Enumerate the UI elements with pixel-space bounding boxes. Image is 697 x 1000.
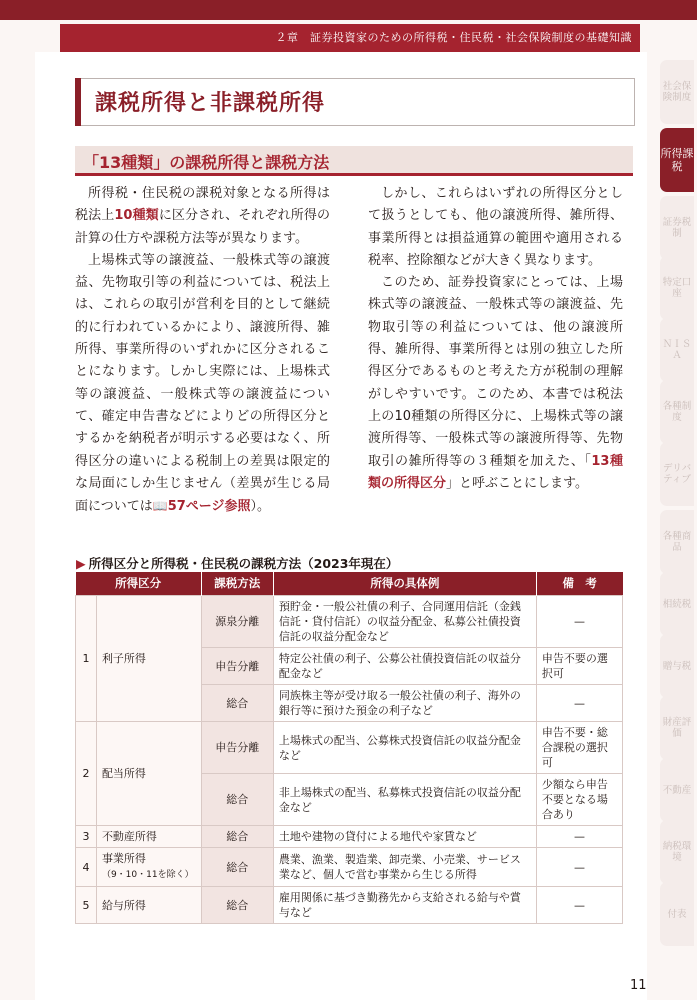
side-tab-gift-tax[interactable]: 贈与税 xyxy=(660,634,694,698)
tax-method: 総合 xyxy=(201,685,273,722)
row-number: 3 xyxy=(76,826,97,848)
note: 少額なら申告不要となる場合あり xyxy=(536,774,622,826)
income-category: 不動産所得 xyxy=(96,826,201,848)
note: 申告不要・総合課税の選択可 xyxy=(536,722,622,774)
title-accent-bar xyxy=(75,78,81,126)
side-tab-derivatives[interactable]: デリバティブ xyxy=(660,442,694,506)
triangle-icon: ▶ xyxy=(76,556,86,571)
row-number: 1 xyxy=(76,596,97,722)
income-example: 非上場株式の配当、私募株式投資信託の収益分配金など xyxy=(273,774,536,826)
income-category: 利子所得 xyxy=(96,596,201,722)
tax-method: 申告分離 xyxy=(201,722,273,774)
header-method: 課税方法 xyxy=(201,572,273,596)
side-tab-income-tax[interactable]: 所得課税 xyxy=(660,128,694,192)
right-paragraph-1: しかし、これらはいずれの所得区分として扱うとしても、他の譲渡所得、雑所得、事業所得とは損益通算の範囲や適用される税率、控除額などが大きく異なります。 xyxy=(368,186,623,268)
income-category: 給与所得 xyxy=(96,887,201,924)
side-tab-various-systems[interactable]: 各種制度 xyxy=(660,380,694,444)
table-row xyxy=(76,848,623,887)
note: — xyxy=(536,826,622,848)
row-number: 5 xyxy=(76,887,97,924)
tax-table xyxy=(75,572,623,924)
side-tab-property-valuation[interactable]: 財産評価 xyxy=(660,696,694,760)
left-column xyxy=(75,183,330,518)
tax-method: 申告分離 xyxy=(201,648,273,685)
side-tab-various-products[interactable]: 各種商品 xyxy=(660,510,694,574)
side-tab-inheritance-tax[interactable]: 相続税 xyxy=(660,572,694,636)
side-tab-specific-account[interactable]: 特定口座 xyxy=(660,256,694,320)
income-example: 特定公社債の利子、公募公社債投資信託の収益分配金など xyxy=(273,648,536,685)
note: — xyxy=(536,596,622,648)
income-example: 同族株主等が受け取る一般公社債の利子、海外の銀行等に預けた預金の利子など xyxy=(273,685,536,722)
tax-method: 総合 xyxy=(201,887,273,924)
side-tab-appendix[interactable]: 付表 xyxy=(660,882,694,946)
book-icon: 📖 xyxy=(152,499,168,514)
table-row xyxy=(76,722,623,774)
income-example: 土地や建物の貸付による地代や家賃など xyxy=(273,826,536,848)
table-row xyxy=(76,596,623,648)
income-category: 配当所得 xyxy=(96,722,201,826)
table-caption: ▶ 所得区分と所得税・住民税の課税方法（2023年現在） xyxy=(76,556,399,571)
row-number: 4 xyxy=(76,848,97,887)
left-paragraph-2: 上場株式等の譲渡益、一般株式等の譲渡益、先物取引等の利益については、税法上は、これらの取引が営利を目的として継続的に行われているかにより、譲渡所得、雑所得、事業所得のいずれかに区分されることになります。しかし実際には、上場株式等の譲渡益、一般株式等の譲渡益について、確定申告書などによりどの所得区分とするかを納税者が明示する必要はなく、所得区分の違いによる税制上の差異は限定的な局面にしか生じません（差異が生じる局面については📖57ページ参照）。 xyxy=(75,252,330,515)
page-title: 課税所得と非課税所得 xyxy=(95,91,326,116)
header-category: 所得区分 xyxy=(76,572,202,596)
chapter-header: ２章 証券投資家のための所得税・住民税・社会保険制度の基礎知識 xyxy=(60,24,640,52)
header-note: 備 考 xyxy=(536,572,622,596)
note: — xyxy=(536,848,622,887)
left-paragraph-1: 所得税・住民税の課税対象となる所得は税法上10種類に区分され、それぞれ所得の計算の仕方や課税方法等が異なります。 xyxy=(75,186,330,246)
note: — xyxy=(536,887,622,924)
income-example: 雇用関係に基づき勤務先から支給される給与や賞与など xyxy=(273,887,536,924)
note: — xyxy=(536,685,622,722)
note: 申告不要の選択可 xyxy=(536,648,622,685)
tax-method: 源泉分離 xyxy=(201,596,273,648)
income-example: 農業、漁業、製造業、卸売業、小売業、サービス業など、個人で営む事業から生じる所得 xyxy=(273,848,536,887)
page-reference-link[interactable]: 57ページ参照 xyxy=(167,499,251,515)
section-heading: 「13種類」の課税所得と課税方法 xyxy=(83,153,330,172)
side-tab-securities-tax[interactable]: 証券税制 xyxy=(660,196,694,260)
right-paragraph-2: このため、証券投資家にとっては、上場株式等の譲渡益、一般株式等の譲渡益、先物取引等の利益については、他の譲渡所得、雑所得、事業所得とは別の独立した所得区分であるものと考えた方が税制の理解がしやすいです。このため、本書では税法上の10種類の所得区分に、上場株式等の譲渡所得等、一般株式等の譲渡所得等、先物取引の雑所得等の３種類を加えた、「13種類の所得区分」と呼ぶことにします。 xyxy=(368,275,623,491)
side-tab-nisa[interactable]: ＮＩＳＡ xyxy=(660,318,694,382)
table-header-row xyxy=(76,572,623,596)
table-row xyxy=(76,887,623,924)
side-tab-real-estate[interactable]: 不動産 xyxy=(660,758,694,822)
tax-method: 総合 xyxy=(201,774,273,826)
income-example: 預貯金・一般公社債の利子、合同運用信託（金銭信託・貸付信託）の収益分配金、私募公社債投資信託の収益分配金など xyxy=(273,596,536,648)
side-tab-tax-environment[interactable]: 納税環境 xyxy=(660,820,694,884)
income-category: 事業所得 （9・10・11を除く） xyxy=(96,848,201,887)
tax-method: 総合 xyxy=(201,826,273,848)
header-example: 所得の具体例 xyxy=(273,572,536,596)
top-band xyxy=(0,0,697,20)
row-number: 2 xyxy=(76,722,97,826)
right-column xyxy=(368,183,623,495)
table-row xyxy=(76,826,623,848)
tax-method: 総合 xyxy=(201,848,273,887)
page-number: 11 xyxy=(630,978,647,993)
income-example: 上場株式の配当、公募株式投資信託の収益分配金など xyxy=(273,722,536,774)
side-tab-social-insurance[interactable]: 社会保険制度 xyxy=(660,60,694,124)
